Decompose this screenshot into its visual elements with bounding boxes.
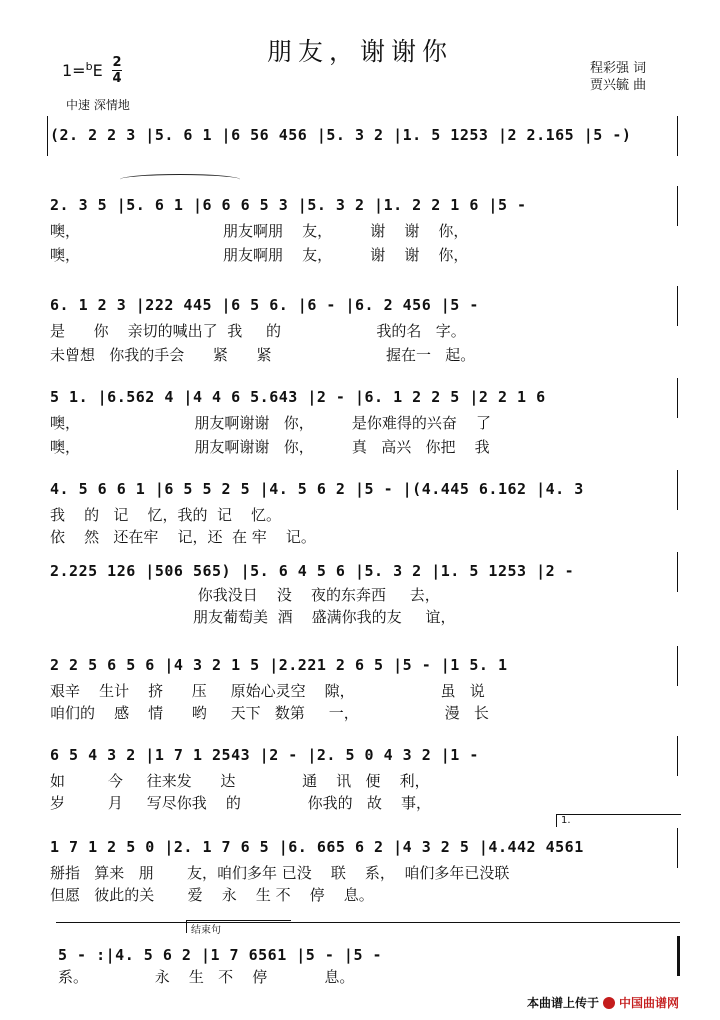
barline: [677, 646, 678, 686]
song-title: 朋友，谢谢你: [266, 37, 453, 66]
footer-brand-link[interactable]: 中国曲谱网: [619, 996, 680, 1010]
lyric-line-2: 噢， 朋友啊谢谢 你， 真 高兴 你把 我: [50, 438, 490, 456]
lyric-line-1: 如 今 往来发 达 通 讯 便 利，: [50, 772, 430, 790]
notation-line: 4. 5 6 6 1 |6 5 5 2 5 |4. 5 6 2 |5 - |(4.445 6.162 |4. 3: [50, 480, 584, 498]
lyric-line-1: 是 你 亲切的喊出了 我 的 我的名 字。: [50, 322, 466, 340]
lyric-line-2: 朋友葡萄美 酒 盛满你我的友 谊，: [50, 608, 456, 626]
slur: [120, 174, 240, 185]
key-prefix: 1=: [62, 61, 86, 80]
notation-line: 6 5 4 3 2 |1 7 1 2543 |2 - |2. 5 0 4 3 2 |1 -: [50, 746, 479, 764]
lyric-line-1: 我 的 记 忆，我的 记 忆。: [50, 506, 282, 524]
lyric-line-1: 艰辛 生计 挤 压 原始心灵空 隙， 虽 说: [50, 682, 485, 700]
lyric-line-1: 你我没日 没 夜的东奔西 去，: [50, 586, 440, 604]
time-signature: [112, 56, 122, 85]
time-signature-bottom: 4: [112, 71, 122, 86]
key-signature: [62, 60, 103, 80]
lyric-line-2: 未曾想 你我的手会 紧 紧 握在一 起。: [50, 346, 476, 364]
notation-line: 6. 1 2 3 |222 445 |6 5 6. |6 - |6. 2 456 |5 -: [50, 296, 479, 314]
first-ending-label: 1.: [561, 815, 571, 826]
site-logo-icon: [603, 997, 615, 1009]
barline: [677, 378, 678, 418]
notation-line: 5 1. |6.562 4 |4 4 6 5.643 |2 - |6. 1 2 2 5 |2 2 1 6: [50, 388, 546, 406]
coda-bracket: [186, 920, 291, 936]
barline: [677, 116, 678, 156]
notation-line: (2. 2 2 3 |5. 6 1 |6 56 456 |5. 3 2 |1. 5 1253 |2 2.165 |5 -): [50, 126, 632, 144]
lyric-line-2: 但愿 彼此的关 爱 永 生 不 停 息。: [50, 886, 374, 904]
footer-text: 本曲谱上传于: [527, 996, 600, 1010]
final-barline: [677, 936, 680, 976]
barline: [47, 116, 48, 156]
divider: [56, 922, 680, 923]
barline: [677, 828, 678, 868]
lyric-line-1: 系。 永 生 不 停 息。: [58, 968, 355, 986]
notation-line: 2.225 126 |506 565) |5. 6 4 5 6 |5. 3 2 |1. 5 1253 |2 -: [50, 562, 575, 580]
barline: [677, 470, 678, 510]
key-note: E: [92, 61, 103, 80]
barline: [677, 552, 678, 592]
notation-line: 2 2 5 6 5 6 |4 3 2 1 5 |2.221 2 6 5 |5 - |1 5. 1: [50, 656, 508, 674]
notation-line: 2. 3 5 |5. 6 1 |6 6 6 5 3 |5. 3 2 |1. 2 2 1 6 |5 -: [50, 196, 527, 214]
lyric-line-2: 噢， 朋友啊朋 友， 谢 谢 你，: [50, 246, 469, 264]
credits: [590, 60, 646, 94]
tempo-marking: 中速 深情地: [66, 98, 130, 112]
barline: [677, 186, 678, 226]
lyric-line-1: 噢， 朋友啊朋 友， 谢 谢 你，: [50, 222, 469, 240]
notation-line: 5 - :|4. 5 6 2 |1 7 6561 |5 - |5 -: [58, 946, 383, 964]
lyric-line-2: 咱们的 感 情 哟 天下 数第 一， 漫 长: [50, 704, 489, 722]
lyric-line-2: 岁 月 写尽你我 的 你我的 故 事，: [50, 794, 431, 812]
time-signature-top: 2: [112, 55, 122, 70]
lyric-line-1: 掰指 算来 朋 友，咱们多年 已没 联 系， 咱们多年已没联: [50, 864, 510, 882]
lyric-line-1: 噢， 朋友啊谢谢 你， 是你难得的兴奋 了: [50, 414, 491, 432]
lyric-line-2: 依 然 还在牢 记，还 在 牢 记。: [50, 528, 316, 546]
barline: [677, 736, 678, 776]
lyricist: 程彩强 词: [590, 61, 647, 76]
composer: 贾兴毓 曲: [590, 78, 647, 93]
footer-credit: [527, 994, 679, 1011]
first-ending-bracket: [556, 814, 681, 827]
coda-label: 结束句: [191, 925, 221, 936]
flat-sign: b: [85, 60, 93, 73]
barline: [677, 286, 678, 326]
notation-line: 1 7 1 2 5 0 |2. 1 7 6 5 |6. 665 6 2 |4 3 2 5 |4.442 4561: [50, 838, 584, 856]
